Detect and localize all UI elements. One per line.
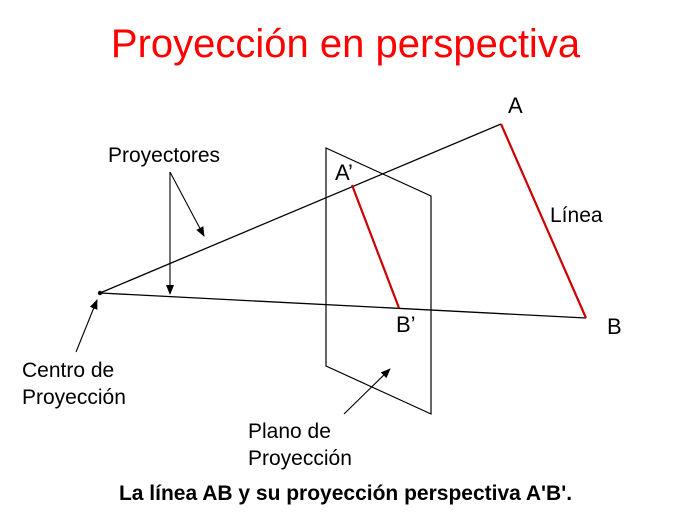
- label-center-line2: Proyección: [22, 386, 126, 409]
- center-of-projection-point: [98, 291, 102, 295]
- label-center-line1: Centro de: [22, 359, 115, 382]
- projector-line-b: [100, 293, 586, 318]
- label-point-a: A: [508, 93, 523, 118]
- projectors-arrow-2: [170, 172, 204, 236]
- segment-a-prime-b-prime: [352, 185, 399, 308]
- label-point-b-prime: B’: [396, 312, 416, 337]
- center-arrow: [76, 300, 97, 352]
- projection-plane: [326, 148, 431, 414]
- label-plane-line1: Plano de: [248, 420, 331, 443]
- label-line: Línea: [550, 204, 603, 227]
- label-center-of-projection: [22, 357, 126, 411]
- label-plane-line2: Proyección: [248, 447, 352, 470]
- page-title: Proyección en perspectiva: [110, 22, 581, 66]
- caption: La línea AB y su proyección perspectiva A'B'.: [118, 482, 573, 505]
- label-projection-plane: [248, 418, 352, 472]
- label-point-b: B: [607, 314, 622, 339]
- label-point-a-prime: A’: [335, 160, 353, 185]
- label-projectors: Proyectores: [108, 144, 221, 167]
